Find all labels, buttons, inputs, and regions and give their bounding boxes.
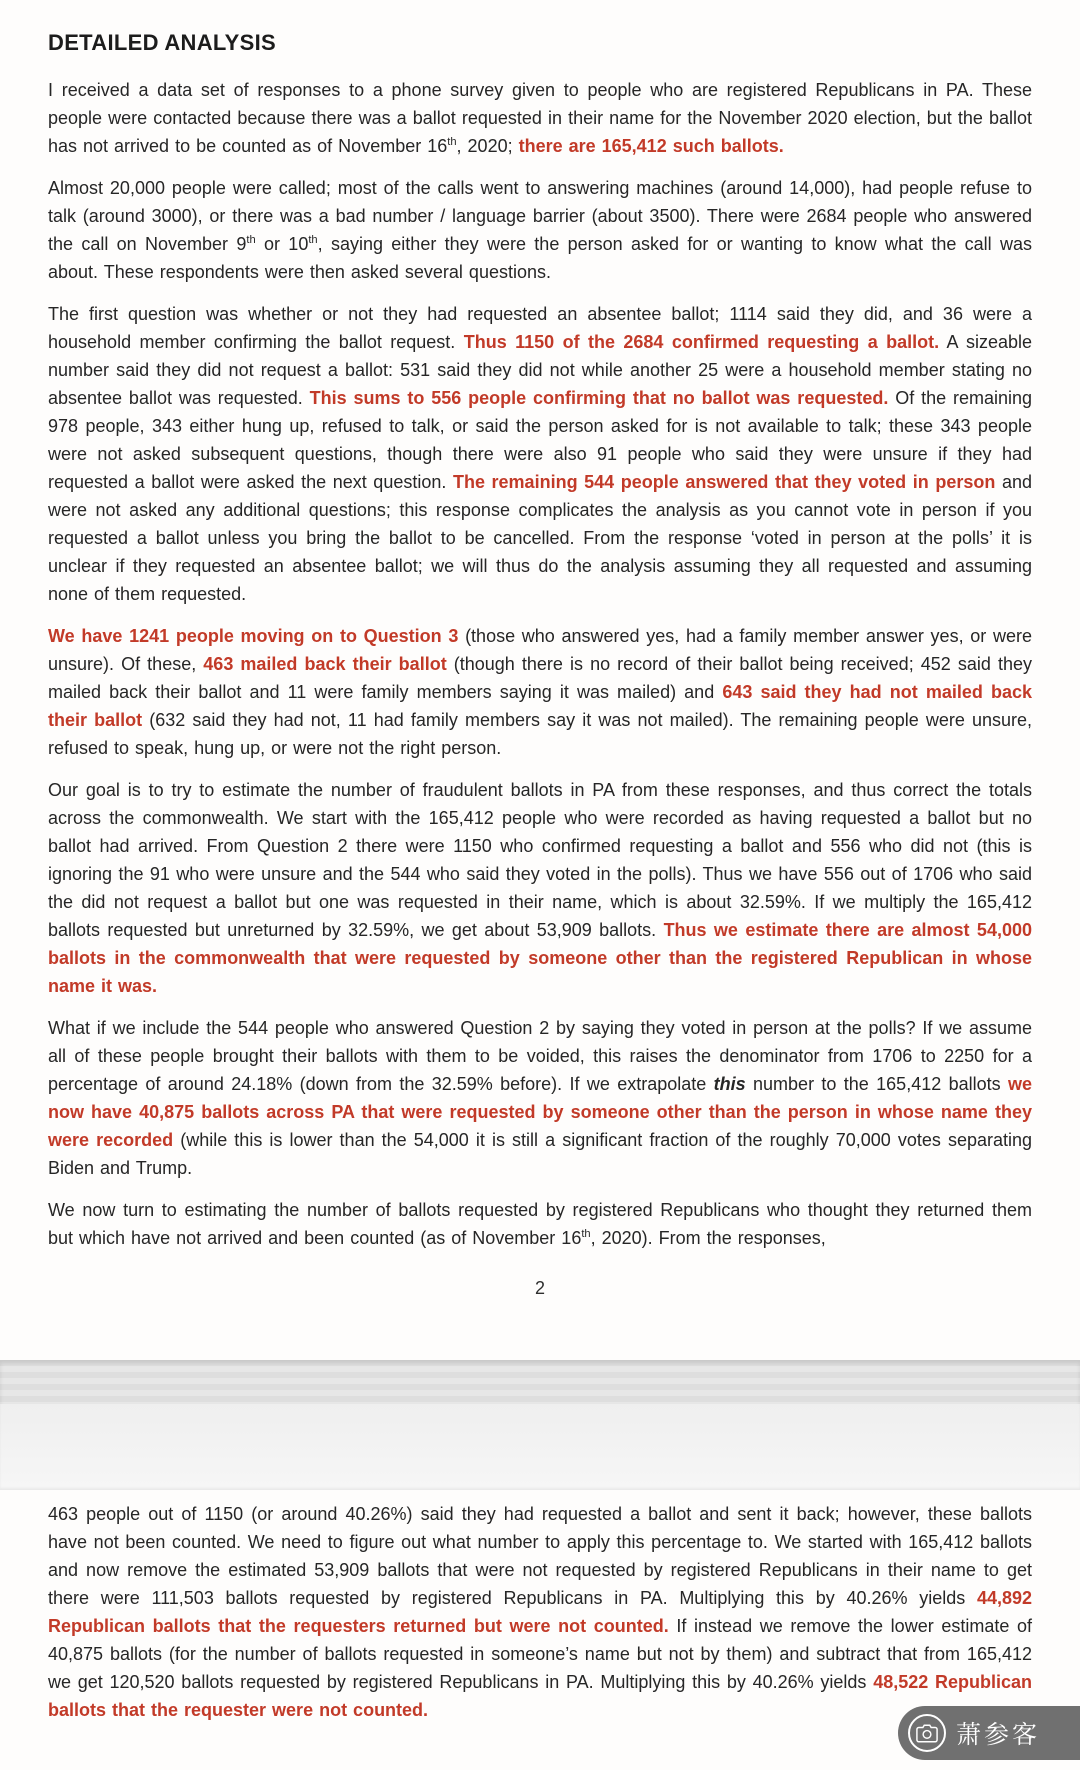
red-highlight-run: we now have 40,875 ballots across PA that were requested by someone other than the person in whose name they were recorded	[48, 1074, 1032, 1150]
paragraph-7	[48, 1196, 1032, 1252]
red-highlight-run: there are 165,412 such ballots.	[518, 136, 784, 156]
red-highlight-run: 44,892 Republican ballots that the requesters returned but were not counted.	[48, 1588, 1032, 1636]
paragraph-8	[48, 1500, 1032, 1724]
red-highlight-run: We have 1241 people moving on to Question 3	[48, 626, 466, 646]
red-highlight-run: Thus 1150 of the 2684 confirmed requesting a ballot.	[463, 332, 940, 352]
text-run: (632 said they had not, 11 had family members say it was not mailed). The remaining people were unsure, refused to speak, hung up, or were not the right person.	[48, 710, 1032, 758]
emphasized-text: this	[713, 1074, 746, 1094]
text-run: Our goal is to try to estimate the number of fraudulent ballots in PA from these responses, and thus correct the totals across the commonwealth. We start with the 165,412 people who were recorded as having requested a ballot but no ballot had arrived. From Question 2 there were 1150 who confirmed requesting a ballot and 556 who did not (this is ignoring the 91 who were unsure and the 544 who said they voted in the polls). Thus we have 556 out of 1706 who said the did not request a ballot but one was requested in their name, which is about 32.59%. If we multiply the 165,412 ballots requested but unreturned by 32.59%, we get about 53,909 ballots.	[48, 780, 1032, 940]
paragraph-5	[48, 776, 1032, 1000]
watermark-text: 萧参客	[956, 1721, 1041, 1749]
text-run: (while this is lower than the 54,000 it is still a significant fraction of the roughly 70,000 votes separating Biden and Trump.	[48, 1130, 1032, 1178]
red-highlight-run: 48,522 Republican ballots that the requester	[48, 1672, 1032, 1720]
text-run: I received a data set of responses to a phone survey given to people who are registered Republicans in PA. These people were contacted because there was a ballot requested in their name for the November 2020 election, but the ballot has not arrived to be counted as of November 16	[48, 80, 1032, 156]
superscript: th	[246, 234, 256, 246]
text-run: , 2020;	[456, 136, 519, 156]
page-break-gap	[0, 1360, 1080, 1490]
text-run: What if we include the 544 people who answered Question 2 by saying they voted in person at the polls? If we assume all of these people brought their ballots with them to be voided, this raises the denominator from 1706 to 2250 for a percentage of around 24.18% (down from the 32.59% before). If we extrapolate	[48, 1018, 1032, 1094]
page-gap-band	[0, 1404, 1080, 1490]
text-run: The first question was whether or not they had requested an absentee ballot; 1114 said they did, and 36 were a household member confirming the ballot request.	[48, 304, 1032, 352]
page-edge-shadow-band	[0, 1360, 1080, 1404]
text-run: Almost 20,000 people were called; most of the calls went to answering machines (around 14,000), had people refuse to talk (around 3000), or there was a bad number / language barrier (about 3500). There were 2684 people who answered the call on November 9	[48, 178, 1032, 254]
text-run: If instead we remove the lower estimate of 40,875 ballots (for the number of ballots requested in someone’s name but not by them) and subtract that from 165,412 we get 120,520 ballots requested by registered Republicans in PA. Multiplying this by 40.26% yields	[48, 1616, 1032, 1692]
red-highlight-run: The remaining 544 people answered that they voted in person	[452, 472, 996, 492]
watermark-badge	[898, 1706, 1080, 1760]
red-highlight-run: 463 mailed back their ballot	[203, 654, 447, 674]
text-run: Of the remaining 978 people, 343 either hung up, refused to talk, or said the person asked for is not available to talk; these 343 people were not asked subsequent questions, though there were also 91 people who said they were unsure if they had requested a ballot were asked the next question.	[48, 388, 1032, 492]
superscript: th	[308, 234, 318, 246]
text-run: and were not asked any additional questions; this response complicates the analysis as you cannot vote in person if you requested a ballot unless you bring the ballot to be cancelled. From the response ‘voted in person at the polls’ it is unclear if they requested an absentee ballot; we will thus do the analysis assuming they all requested and assuming none of them requested.	[48, 472, 1032, 604]
text-run: We now turn to estimating the number of ballots requested by registered Republicans who thought they returned them but which have not arrived and been counted (as of November 16	[48, 1200, 1032, 1248]
text-run: or 10	[255, 234, 309, 254]
text-run: , 2020). From the responses,	[590, 1228, 826, 1248]
paragraph-1	[48, 76, 1032, 160]
page-number: 2	[534, 1278, 545, 1298]
paragraph-2	[48, 174, 1032, 286]
text-run: (those who answered yes, had a family member answer yes, or were unsure). Of these,	[48, 626, 1032, 674]
red-highlight-run: This sums to 556 people confirming that no ballot was requested.	[309, 388, 889, 408]
text-run: (though there is no record of their ballot being received; 452 said they mailed back their ballot and 11 were family members saying it was mailed) and	[48, 654, 1032, 702]
red-highlight-run: were not counted.	[272, 1700, 429, 1720]
red-highlight-run: Thus we estimate there are almost 54,000 ballots in the commonwealth that were requested by someone other than the registered Republican in whose name it was.	[48, 920, 1032, 996]
text-run: number to the 165,412 ballots	[745, 1074, 1008, 1094]
paragraph-4	[48, 622, 1032, 762]
text-run: , saying either they were the person asked for or wanting to know what the call was about. These respondents were then asked several questions.	[48, 234, 1032, 282]
text-run: 463 people out of 1150 (or around 40.26%) said they had requested a ballot and sent it back; however, these ballots have not been counted. We need to figure out what number to apply this percentage to. We started with 165,412 ballots and now remove the estimated 53,909 ballots that were not requested by registered Republicans in their name to get there were 111,503 ballots requested by registered Republicans in PA. Multiplying this by 40.26% yields	[48, 1504, 1032, 1608]
camera-icon	[908, 1714, 946, 1752]
red-highlight-run: 643 said they had not mailed back their ballot	[48, 682, 1032, 730]
paragraph-3	[48, 300, 1032, 608]
superscript: th	[581, 1228, 591, 1240]
superscript: th	[447, 136, 457, 148]
document-title: DETAILED ANALYSIS	[48, 30, 276, 55]
paragraph-6	[48, 1014, 1032, 1182]
text-run: A sizeable number said they did not request a ballot: 531 said they did not while another 25 were a household member stating no absentee ballot was requested.	[48, 332, 1033, 408]
